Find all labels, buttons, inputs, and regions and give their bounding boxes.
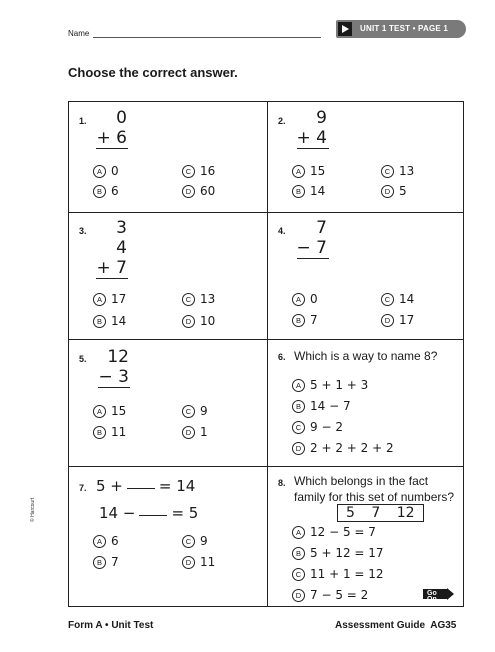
answer-option-b[interactable] [93,555,119,569]
addend: 0 [116,108,127,128]
sum-rule [96,148,128,149]
answer-blank[interactable] [127,488,155,489]
sum-rule [96,278,128,279]
name-label: Name [68,29,90,38]
bubble-c[interactable]: C [182,405,195,418]
footer-guide: Assessment Guide AG35 [335,620,457,631]
bubble-a[interactable]: A [93,535,106,548]
question-number: 6. [278,352,286,362]
answer-option-a[interactable] [93,404,126,418]
option-text: 13 [200,292,216,306]
option-text: 15 [310,164,326,178]
answer-option-d[interactable] [381,184,407,198]
option-text: 5 + 12 = 17 [310,546,384,560]
instructions: Choose the correct answer. [68,65,238,80]
bubble-a[interactable]: A [292,379,305,392]
question-number: 1. [79,116,87,126]
answer-option-c[interactable] [381,164,414,178]
answer-option-a[interactable] [292,525,376,539]
bubble-d[interactable]: D [292,589,305,602]
bubble-c[interactable]: C [182,293,195,306]
option-text: 14 [310,184,326,198]
option-text: 0 [310,292,318,306]
divider [69,466,463,467]
footer-form: Form A • Unit Test [68,620,154,631]
equation-2 [99,504,198,522]
bubble-b[interactable]: B [292,185,305,198]
answer-option-d[interactable] [292,588,368,602]
answer-option-d[interactable] [182,314,215,328]
answer-option-a[interactable] [93,164,119,178]
answer-option-c[interactable] [182,404,208,418]
answer-option-c[interactable] [182,534,208,548]
subtrahend: − 3 [98,367,129,387]
question-number: 2. [278,116,286,126]
answer-option-c[interactable] [292,567,384,581]
answer-option-a[interactable] [292,164,325,178]
option-text: 15 [111,404,127,418]
addend: + 4 [296,128,327,148]
option-text: 17 [111,292,127,306]
answer-option-d[interactable] [182,425,208,439]
question-number: 8. [278,478,286,488]
answer-option-a[interactable] [292,292,318,306]
answer-option-c[interactable] [292,420,343,434]
bubble-a[interactable]: A [93,293,106,306]
question-number: 4. [278,226,286,236]
divider [267,102,268,606]
answer-option-c[interactable] [182,292,215,306]
unit-banner [336,20,466,38]
answer-option-b[interactable] [292,399,351,413]
answer-option-a[interactable] [292,378,368,392]
option-text: 13 [399,164,415,178]
question-prompt: Which belongs in the fact [294,474,429,488]
option-text: 11 [111,425,127,439]
answer-option-a[interactable] [93,292,126,306]
question-prompt: family for this set of numbers? [294,490,455,504]
option-text: 1 [200,425,208,439]
option-text: 60 [200,184,216,198]
bubble-b[interactable]: B [292,400,305,413]
option-text: 16 [200,164,216,178]
divider [69,212,463,213]
banner-label: UNIT 1 TEST • PAGE 1 [360,24,448,33]
bubble-a[interactable]: A [292,293,305,306]
copyright: © Harcourt [30,497,36,522]
bubble-b[interactable]: B [93,556,106,569]
bubble-d[interactable]: D [381,185,394,198]
bubble-d[interactable]: D [182,426,195,439]
option-text: 10 [200,314,216,328]
addend: 4 [116,238,127,258]
option-text: 11 [200,555,216,569]
question-prompt: Which is a way to name 8? [294,349,438,363]
bubble-a[interactable]: A [292,526,305,539]
bubble-d[interactable]: D [182,556,195,569]
bubble-d[interactable]: D [182,315,195,328]
option-text: 11 + 1 = 12 [310,567,384,581]
minuend: 7 [316,218,327,238]
minuend: 12 [107,347,129,367]
question-number: 7. [79,483,87,493]
answer-option-d[interactable] [182,555,215,569]
bubble-b[interactable]: B [93,426,106,439]
go-on-arrow: Go On [423,589,447,599]
answer-option-d[interactable] [292,441,394,455]
subtrahend: − 7 [296,238,327,258]
play-icon [338,22,352,36]
bubble-d[interactable]: D [182,185,195,198]
bubble-a[interactable]: A [93,405,106,418]
option-text: 6 [111,184,119,198]
question-grid [68,101,464,607]
bubble-b[interactable]: B [292,547,305,560]
addend: 3 [116,218,127,238]
bubble-d[interactable]: D [292,442,305,455]
bubble-c[interactable]: C [292,421,305,434]
addend: + 6 [96,128,127,148]
addend: + 7 [96,258,127,278]
equation-right: = 5 [171,504,199,522]
answer-option-b[interactable] [93,314,126,328]
answer-blank[interactable] [139,515,167,516]
option-text: 0 [111,164,119,178]
answer-option-d[interactable] [381,313,414,327]
option-text: 14 − 7 [310,399,351,413]
bubble-c[interactable]: C [381,293,394,306]
bubble-a[interactable]: A [292,165,305,178]
equation-left: 14 − [99,504,136,522]
question-number: 3. [79,226,87,236]
option-text: 7 − 5 = 2 [310,588,369,602]
difference-rule [98,387,130,388]
number-set-box: 5 7 12 [337,504,424,522]
option-text: 17 [399,313,415,327]
bubble-b[interactable]: B [93,185,106,198]
option-text: 7 [310,313,318,327]
difference-rule [297,258,329,259]
option-text: 2 + 2 + 2 + 2 [310,441,394,455]
bubble-a[interactable]: A [93,165,106,178]
option-text: 9 − 2 [310,420,343,434]
answer-option-b[interactable] [292,313,318,327]
name-field[interactable] [93,37,321,38]
answer-option-d[interactable] [182,184,215,198]
equation-right: = 14 [158,477,196,495]
answer-option-a[interactable] [93,534,119,548]
divider [69,339,463,340]
bubble-b[interactable]: B [292,314,305,327]
answer-option-c[interactable] [182,164,215,178]
equation-left: 5 + [96,477,123,495]
option-text: 14 [111,314,127,328]
bubble-d[interactable]: D [381,314,394,327]
option-text: 7 [111,555,119,569]
option-text: 5 [399,184,407,198]
sum-rule [297,148,329,149]
bubble-c[interactable]: C [182,165,195,178]
answer-option-b[interactable] [93,184,119,198]
option-text: 12 − 5 = 7 [310,525,376,539]
bubble-b[interactable]: B [93,315,106,328]
option-text: 9 [200,404,208,418]
bubble-c[interactable]: C [292,568,305,581]
option-text: 9 [200,534,208,548]
answer-option-b[interactable] [93,425,126,439]
addend: 9 [316,108,327,128]
bubble-c[interactable]: C [182,535,195,548]
bubble-c[interactable]: C [381,165,394,178]
answer-option-b[interactable] [292,546,384,560]
option-text: 14 [399,292,415,306]
equation-1 [96,477,195,495]
option-text: 6 [111,534,119,548]
answer-option-c[interactable] [381,292,414,306]
option-text: 5 + 1 + 3 [310,378,369,392]
question-number: 5. [79,354,87,364]
answer-option-b[interactable] [292,184,325,198]
